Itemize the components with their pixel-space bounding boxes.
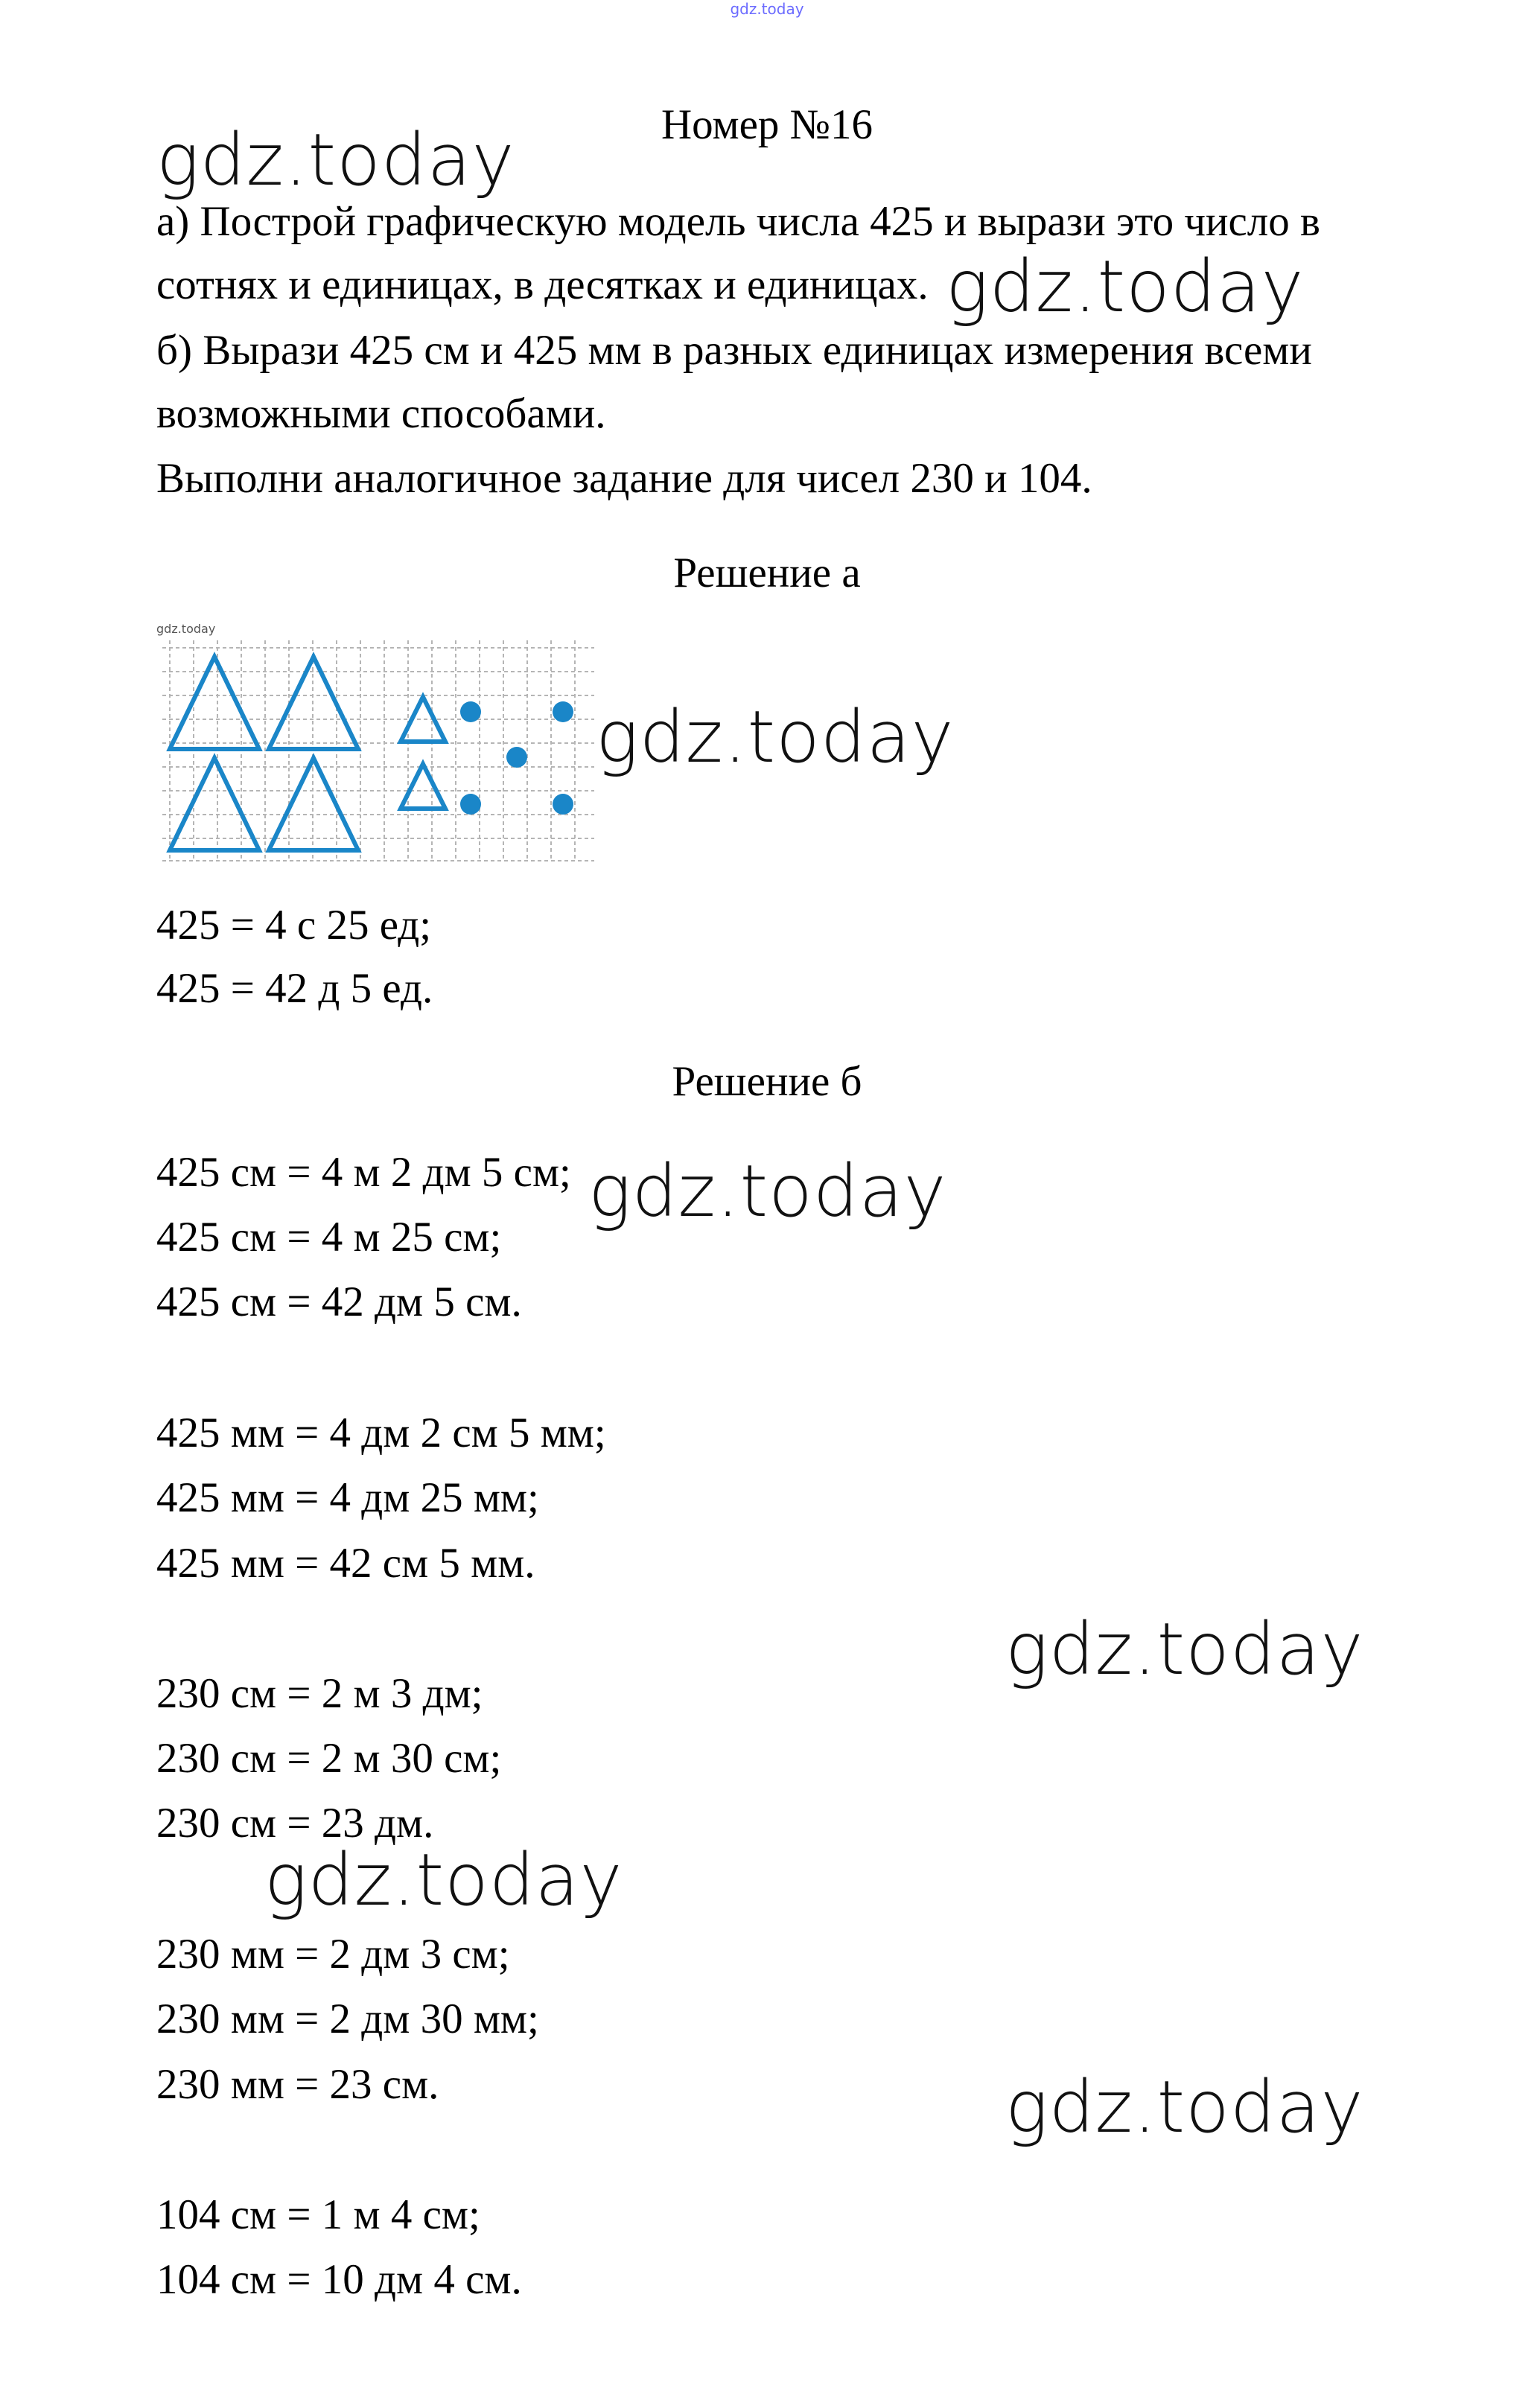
cm104-line: 104 см = 1 м 4 см; [156,2191,480,2238]
watermark: gdz.today [588,1150,947,1233]
task-line-2: сотнях и единицах, в десятках и единицах. [156,261,929,308]
watermark: gdz.today [596,695,955,779]
unit-dot [506,747,527,768]
solution-b-heading: Решение б [672,1058,862,1105]
mm425-line: 425 мм = 42 см 5 мм. [156,1540,535,1587]
cm425-line: 425 см = 42 дм 5 см. [156,1278,522,1325]
task-line-3: б) Вырази 425 см и 425 мм в разных единицах измерения всеми [156,327,1312,374]
unit-dot [460,701,481,722]
cm230-line: 230 см = 2 м 30 см; [156,1735,502,1782]
graphic-model-svg [155,618,602,864]
cm104-line: 104 см = 10 дм 4 см. [156,2256,522,2303]
watermark: gdz.today [156,118,515,202]
graphic-model-figure [155,618,602,867]
hundred-triangle [170,657,259,749]
watermark: gdz.today [946,245,1305,328]
unit-dot [553,701,573,722]
watermark: gdz.today [1005,2065,1364,2149]
task-line-1: а) Построй графическую модель числа 425 и вырази это число в [156,198,1320,245]
mm230-line: 230 мм = 2 дм 3 см; [156,1931,510,1978]
cm230-line: 230 см = 2 м 3 дм; [156,1670,483,1717]
page-title: Номер №16 [661,101,873,148]
figure-watermark: gdz.today [156,622,216,636]
unit-dot [460,794,481,815]
watermark: gdz.today [1005,1608,1364,1691]
mm425-line: 425 мм = 4 дм 25 мм; [156,1474,539,1521]
task-line-5: Выполни аналогичное задание для чисел 230 и 104. [156,455,1092,502]
solution-a-line-1: 425 = 4 с 25 ед; [156,902,432,949]
mm230-line: 230 мм = 2 дм 30 мм; [156,1995,539,2042]
mm425-line: 425 мм = 4 дм 2 см 5 мм; [156,1410,606,1456]
mm230-line: 230 мм = 23 см. [156,2061,439,2108]
cm230-line: 230 см = 23 дм. [156,1800,434,1847]
task-line-4: возможными способами. [156,390,606,437]
solution-a-heading: Решение а [673,550,861,596]
hundred-triangle [170,758,259,850]
top-watermark: gdz.today [730,0,804,18]
cm425-line: 425 см = 4 м 2 дм 5 см; [156,1149,571,1196]
cm425-line: 425 см = 4 м 25 см; [156,1214,502,1261]
solution-a-line-2: 425 = 42 д 5 ед. [156,965,433,1012]
unit-dot [553,794,573,815]
watermark: gdz.today [264,1838,623,1922]
